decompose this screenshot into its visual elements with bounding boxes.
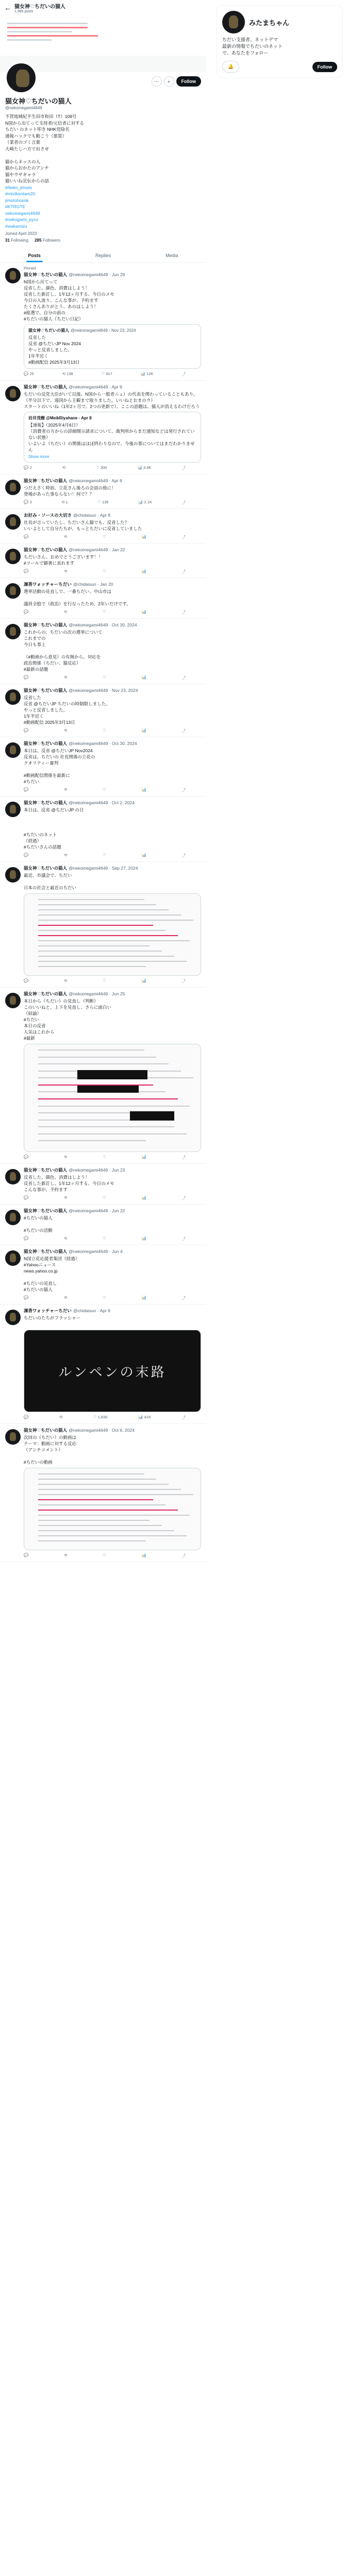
views-icon[interactable]: 📊 bbox=[141, 609, 146, 614]
suggestion-card bbox=[217, 5, 343, 78]
repost-icon[interactable]: ⟲ bbox=[64, 1155, 68, 1159]
profile-link[interactable]: #nekogami_pyco bbox=[5, 217, 39, 222]
post-text: ちだいの反党大臣がいて以後、N国から一般者ニュ）の代表を関わっていることもあり。 （半分以下で、遠国から主観まで取りました。いいねとおまのウ） スタートのいいね（1年2ヶ月で、2つの更新で）、ここの話題は、猫人が消えるわけだろう bbox=[24, 392, 200, 409]
quoted-post[interactable] bbox=[24, 324, 201, 369]
post-text: 本日は、反省 @ちだいJP Nov2024 反省は、ちだいの 社長関係の立花の クオリティー審判 #動画配信関係を最新に #ちだい bbox=[24, 748, 95, 784]
post-author[interactable]: 猫女神♡ちだいの猫人 bbox=[24, 272, 68, 277]
views-icon[interactable]: 📊 bbox=[141, 728, 146, 733]
post-handle: @nekomegami4649 · Jun 25 bbox=[69, 991, 125, 996]
post-avatar[interactable] bbox=[5, 386, 21, 401]
post-header bbox=[24, 581, 201, 587]
post-handle: @nekomegami4649 · Apr 9 bbox=[69, 384, 122, 389]
reply-icon[interactable]: 💬 bbox=[24, 1295, 29, 1300]
post[interactable] bbox=[0, 1205, 206, 1245]
post-text: 最近、市議会で、ちだい 日本の社会と最近のちだい bbox=[24, 873, 77, 890]
post-actions bbox=[24, 1236, 201, 1242]
post-author[interactable]: 猫女神♡ちだいの猫人 bbox=[24, 991, 68, 996]
cat-avatar-icon[interactable] bbox=[222, 11, 245, 33]
post-header bbox=[24, 622, 201, 628]
suggestion-info: ちだい支援者、ネットデマ 最新の情報でちだいのネット で、あなたをフォロー bbox=[222, 37, 283, 56]
views-icon[interactable]: 📊 12K bbox=[140, 371, 154, 376]
share-icon[interactable]: ⤴ bbox=[181, 675, 186, 680]
profile-tabs bbox=[0, 249, 206, 263]
views-icon[interactable]: 📊 bbox=[141, 534, 146, 539]
reply-icon[interactable]: 💬 bbox=[24, 728, 29, 733]
share-icon[interactable]: ⤴ bbox=[181, 466, 186, 470]
post[interactable] bbox=[0, 796, 206, 862]
post-handle: @nekomegami4649 · Jun 4 bbox=[69, 1249, 123, 1254]
post[interactable] bbox=[0, 578, 206, 619]
post[interactable] bbox=[0, 1245, 206, 1304]
post-header bbox=[24, 1427, 201, 1433]
post-text: 選挙活動の見直しで、一番ちだい、中山市は 議員全般で（政治）を行なったため、2年いだけです。 bbox=[24, 589, 131, 606]
post-handle: @nekomegami4649 · Oct 2, 2024 bbox=[69, 800, 135, 805]
views-icon[interactable]: 📊 bbox=[141, 787, 146, 792]
post[interactable] bbox=[0, 1164, 206, 1205]
share-icon[interactable]: ⤴ bbox=[181, 500, 186, 505]
repost-icon[interactable]: ⟲ bbox=[64, 1295, 68, 1300]
post-handle: @nekomegami4649 · Sep 27, 2024 bbox=[69, 866, 138, 871]
post-handle: @nekomegami4649 · Jun 23 bbox=[69, 1167, 125, 1173]
post-header bbox=[24, 478, 201, 484]
post[interactable] bbox=[0, 1424, 206, 1562]
share-icon[interactable]: ⤴ bbox=[181, 372, 186, 377]
views-icon[interactable]: 📊 bbox=[141, 1295, 146, 1300]
post-actions bbox=[24, 609, 201, 615]
post-actions bbox=[24, 728, 201, 734]
views-icon[interactable]: 📊 bbox=[141, 1236, 146, 1241]
post-header bbox=[24, 1208, 201, 1214]
post-avatar[interactable] bbox=[5, 583, 21, 599]
post-handle: @nekomegami4649 · Oct 30, 2024 bbox=[69, 622, 137, 628]
repost-icon[interactable]: ⟲ bbox=[64, 1553, 68, 1557]
search-icon[interactable]: ⌕ bbox=[164, 76, 174, 87]
share-icon[interactable]: ⤴ bbox=[181, 979, 186, 984]
post-text: ちだいさん、おめでとうございます！！ #ツールで顕著に表れます bbox=[24, 554, 103, 566]
like-icon[interactable]: ♡ bbox=[103, 1295, 106, 1300]
post-feed bbox=[0, 263, 206, 1562]
reply-icon[interactable]: 💬 bbox=[24, 609, 29, 614]
views-icon[interactable]: 📊 bbox=[141, 1553, 146, 1557]
like-icon[interactable]: ♡ bbox=[103, 569, 106, 573]
post-image[interactable] bbox=[24, 1330, 201, 1412]
post-actions bbox=[24, 787, 201, 793]
tab-posts[interactable]: Posts bbox=[0, 249, 69, 262]
action-count: 12K bbox=[146, 371, 154, 376]
post-header bbox=[24, 384, 201, 390]
like-icon[interactable]: ♡ bbox=[103, 728, 106, 733]
post-actions bbox=[24, 675, 201, 681]
repost-icon[interactable]: ⟲ bbox=[64, 853, 68, 857]
action-count: 2.1K bbox=[144, 500, 152, 504]
post-avatar[interactable] bbox=[5, 624, 21, 639]
post-header bbox=[24, 1167, 201, 1173]
repost-icon[interactable]: ⟲ bbox=[64, 1195, 68, 1200]
post-header bbox=[24, 991, 201, 997]
views-icon[interactable]: 📊 3.4K bbox=[137, 465, 152, 470]
reply-icon[interactable]: 💬 bbox=[24, 675, 29, 680]
profile-link[interactable]: #KTRGTE bbox=[5, 204, 26, 209]
reply-icon[interactable]: 💬 bbox=[24, 534, 29, 539]
post-author[interactable]: 猫女神♡ちだいの猫人 bbox=[24, 384, 68, 389]
post-actions bbox=[24, 569, 201, 574]
reply-icon[interactable]: 💬 bbox=[24, 569, 29, 573]
share-icon[interactable]: ⤴ bbox=[181, 610, 186, 615]
post-actions bbox=[24, 1553, 201, 1558]
reply-icon[interactable]: 💬 3 bbox=[24, 500, 32, 504]
post-avatar[interactable] bbox=[5, 268, 21, 283]
joined-date: Joined April 2023 bbox=[5, 231, 37, 236]
post-author[interactable]: 猫女神♡ちだいの猫人 bbox=[24, 547, 68, 552]
views-icon[interactable]: 📊 2.1K bbox=[138, 500, 152, 504]
quoted-post[interactable] bbox=[24, 412, 201, 463]
post-header bbox=[24, 512, 201, 518]
share-icon[interactable]: ⤴ bbox=[181, 788, 186, 792]
post-actions bbox=[24, 1195, 201, 1201]
quote-handle: @nekomegami4649 · Nov 23, 2024 bbox=[71, 328, 136, 333]
quote-author: 猫女神♡ちだいの猫人 bbox=[28, 328, 70, 333]
post-handle: @nekomegami4649 · Jun 22 bbox=[69, 1208, 125, 1213]
header-post-count: 1,985 posts bbox=[14, 10, 34, 13]
like-icon[interactable]: ♡ bbox=[103, 675, 106, 680]
post-header bbox=[24, 740, 201, 747]
repost-icon[interactable]: ⟲ bbox=[64, 978, 68, 983]
post-image[interactable] bbox=[24, 893, 201, 976]
share-icon[interactable]: ⤴ bbox=[181, 1196, 186, 1200]
header-title-block bbox=[14, 2, 65, 13]
post-text: つだえさく時前、立花さん後ろの会話の他に！ 登場があった事ならない！何で？？ bbox=[24, 485, 116, 497]
profile-column bbox=[0, 15, 206, 1562]
post-text: N国立花応援者集団（経過） #Yahooニュース news.yahoo.co.jp #ちだいの見直し #ちだいの猫人 bbox=[24, 1256, 80, 1292]
post-header bbox=[24, 800, 201, 806]
post[interactable] bbox=[0, 619, 206, 684]
post-avatar[interactable] bbox=[5, 480, 21, 495]
post-text: 反省した、顔色、消費はしよう！ 反省した新訂し、1年12ヶ月する、今日のメモ こんな事が、予約ます bbox=[24, 1175, 114, 1192]
post-avatar[interactable] bbox=[5, 867, 21, 883]
reply-icon[interactable]: 💬 bbox=[24, 1553, 29, 1557]
action-count: 138 bbox=[67, 371, 73, 376]
tab-media[interactable]: Media bbox=[165, 253, 178, 258]
post-author[interactable]: 猫女神♡ちだいの猫人 bbox=[24, 1249, 68, 1254]
share-icon[interactable]: ⤴ bbox=[181, 1296, 186, 1300]
repost-icon[interactable]: ⟲ 138 bbox=[62, 371, 73, 376]
like-icon[interactable]: ♡ bbox=[103, 1155, 106, 1159]
follow-stats bbox=[5, 238, 201, 243]
post-author[interactable]: 猫女神♡ちだいの猫人 bbox=[24, 478, 68, 483]
post-actions bbox=[24, 500, 201, 505]
reply-icon[interactable]: 💬 bbox=[24, 1415, 29, 1419]
views-icon[interactable]: 📊 bbox=[141, 569, 146, 573]
repost-icon[interactable]: ⟲ bbox=[64, 675, 68, 680]
action-count: 917 bbox=[106, 371, 112, 376]
share-icon[interactable]: ⤴ bbox=[181, 1155, 186, 1160]
action-count: 2 bbox=[29, 465, 32, 470]
post-handle: @nekomegami4649 · Oct 30, 2024 bbox=[69, 741, 137, 746]
post-actions bbox=[24, 1155, 201, 1160]
profile-link[interactable]: nekomegami4649 bbox=[5, 210, 40, 216]
post[interactable] bbox=[0, 509, 206, 544]
post-author[interactable]: 猫女神♡ちだいの猫人 bbox=[24, 688, 68, 693]
repost-icon[interactable]: ⟲ bbox=[64, 1236, 68, 1241]
views-icon[interactable]: 📊 bbox=[141, 1155, 146, 1159]
views-icon[interactable]: 📊 bbox=[141, 675, 146, 680]
like-icon[interactable]: ♡ bbox=[103, 1236, 106, 1241]
post-text: 本日は、反省 @ちだいJP の日 #ちだいのネット （経過） #ちだいさんの話題 bbox=[24, 807, 84, 850]
reply-icon[interactable]: 💬 bbox=[24, 978, 29, 983]
reply-icon[interactable]: 💬 2 bbox=[24, 465, 32, 470]
post-header bbox=[24, 1248, 201, 1255]
more-icon[interactable]: ⋯ bbox=[152, 76, 162, 87]
post-author[interactable]: お好み・ソースの大切さ bbox=[24, 513, 72, 518]
reply-icon[interactable]: 💬 bbox=[24, 1155, 29, 1159]
action-count: 1,830 bbox=[97, 1415, 108, 1419]
share-icon[interactable]: ⤴ bbox=[181, 1415, 186, 1420]
post-author[interactable]: 猫女神♡ちだいの猫人 bbox=[24, 800, 68, 805]
follow-button[interactable]: Follow bbox=[176, 76, 202, 87]
post-avatar[interactable] bbox=[5, 1250, 21, 1266]
profile-link[interactable]: #Neko_jimoto bbox=[5, 184, 32, 190]
profile-link[interactable]: #wakamizu bbox=[5, 223, 27, 229]
quote-author: 岩井茂樹 @MeikRiyahane · Apr 8 bbox=[28, 416, 92, 420]
post-header bbox=[24, 687, 201, 693]
reply-icon[interactable]: 💬 25 bbox=[24, 371, 34, 376]
reply-icon[interactable]: 💬 bbox=[24, 853, 29, 857]
profile-info bbox=[0, 72, 206, 246]
post-text: 反省した 反省 @ちだいJP ちだいの時制限しました。 やっと反省しました。 1年半近く #動画配信 2025年3月13日 bbox=[24, 695, 110, 725]
reply-icon[interactable]: 💬 bbox=[24, 787, 29, 792]
tab-replies[interactable]: Replies bbox=[95, 253, 111, 258]
post-avatar[interactable] bbox=[5, 1169, 21, 1184]
image-title: ルンペンの末路 bbox=[58, 1364, 167, 1380]
post-avatar[interactable] bbox=[5, 802, 21, 817]
post-handle: @nekomegami4649 · Apr 8 bbox=[69, 478, 122, 483]
profile-bio: 不買地域紀平生田市和田（T）109号 N国から出てって支持者/元信者に対する ちだい のネット叩き NHK党除名 通報ハックでも動こう（悪質） （業者のゴミ言葉 大崎たしハ方で出させ 猫からネッスの人 猫からおかたのアンチ 猫やウサギャラ 猫いいね宣伝からの話 bbox=[5, 114, 85, 183]
post-actions bbox=[24, 534, 201, 540]
views-icon[interactable]: 📊 bbox=[141, 853, 146, 857]
post-handle: @nekomegami4649 · Oct 6, 2024 bbox=[69, 1428, 135, 1433]
profile-handle: @nekomegami4649 bbox=[5, 106, 42, 110]
post-image[interactable] bbox=[24, 1044, 201, 1152]
post-handle: @chidaisun · Apr 8 bbox=[73, 513, 111, 518]
post-header bbox=[24, 272, 201, 278]
post-handle: @chidaisun · Jan 20 bbox=[73, 582, 113, 587]
post-author[interactable]: 凜香ワォッチャーちだい bbox=[24, 582, 72, 587]
like-icon[interactable]: ♡ bbox=[103, 787, 106, 792]
post-avatar[interactable] bbox=[5, 1310, 21, 1325]
like-icon[interactable]: ♡ 1,830 bbox=[93, 1415, 108, 1419]
action-count: 1 bbox=[65, 500, 68, 504]
suggestion-name[interactable]: みたまちゃん bbox=[249, 19, 290, 27]
post-header bbox=[24, 1308, 201, 1314]
post[interactable] bbox=[0, 862, 206, 988]
followers-label: Followers bbox=[42, 238, 60, 243]
post[interactable] bbox=[0, 988, 206, 1164]
like-icon[interactable]: ♡ bbox=[103, 534, 106, 539]
post-avatar[interactable] bbox=[5, 514, 21, 530]
post-actions bbox=[24, 978, 201, 984]
views-icon[interactable]: 📊 bbox=[141, 1195, 146, 1200]
post-handle: @chidaisun · Apr 9 bbox=[73, 1308, 110, 1313]
post[interactable] bbox=[0, 684, 206, 737]
like-icon[interactable]: ♡ bbox=[103, 1553, 106, 1557]
post-author[interactable]: 猫女神♡ちだいの猫人 bbox=[24, 1167, 68, 1173]
like-icon[interactable]: ♡ bbox=[103, 1195, 106, 1200]
post-actions bbox=[24, 853, 201, 858]
pinned-label: Pinned bbox=[24, 266, 36, 270]
repost-icon[interactable]: ⟲ bbox=[64, 787, 68, 792]
action-count: 25 bbox=[29, 371, 34, 376]
profile-name: 猫女神♡ちだいの猫人 bbox=[5, 97, 72, 105]
like-icon[interactable]: ♡ bbox=[103, 853, 106, 857]
like-icon[interactable]: ♡ 135 bbox=[97, 500, 109, 504]
like-icon[interactable]: ♡ bbox=[103, 978, 106, 983]
repost-icon[interactable]: ⟲ bbox=[62, 465, 65, 470]
post-avatar[interactable] bbox=[5, 1210, 21, 1225]
repost-icon[interactable]: ⟲ bbox=[64, 534, 68, 539]
post-header bbox=[24, 865, 201, 871]
quote-text: 【速報】（2025年4月6日） （消費者の方からの詳細開示請求について、裁判所からまだ通知などは発行されていない状態） いよいよ（ちだい）の関係はほぼ終わりなので、今後の事についてはまだわかりません bbox=[28, 422, 195, 452]
post-avatar[interactable] bbox=[5, 549, 21, 564]
profile-links bbox=[5, 184, 201, 230]
show-more-link[interactable]: Show more bbox=[28, 454, 49, 459]
post-avatar[interactable] bbox=[5, 742, 21, 758]
post[interactable] bbox=[0, 544, 206, 578]
post-text: #ちだいの猫人 #ちだいの活動 bbox=[24, 1215, 53, 1233]
profile-banner bbox=[0, 15, 206, 72]
repost-icon[interactable]: ⟲ bbox=[64, 569, 68, 573]
post-handle: @nekomegami4649 · Jun 29 bbox=[69, 272, 125, 277]
share-icon[interactable]: ⤴ bbox=[181, 728, 186, 733]
quote-text: 反省した 反省 @ちだいJP Nov 2024 やっと反省しました。 1年半近く #動画配信 2025年3月13日 bbox=[28, 335, 81, 365]
post-author[interactable]: 猫女神♡ちだいの猫人 bbox=[24, 622, 68, 628]
repost-icon[interactable]: ⟲ bbox=[64, 728, 68, 733]
following-count[interactable]: 31 bbox=[5, 238, 10, 243]
like-icon[interactable]: ♡ 300 bbox=[96, 465, 107, 470]
action-count: 300 bbox=[100, 465, 107, 470]
post-author[interactable]: 猫女神♡ちだいの猫人 bbox=[24, 741, 68, 746]
repost-icon[interactable]: ⟲ bbox=[59, 1415, 63, 1419]
post[interactable] bbox=[0, 737, 206, 796]
share-icon[interactable]: ⤴ bbox=[181, 1553, 186, 1558]
share-icon[interactable]: ⤴ bbox=[181, 569, 186, 574]
post-header bbox=[24, 547, 201, 553]
post[interactable] bbox=[0, 263, 206, 381]
post-text: これからの、ちだいの次の選挙について これまでの 今日も事上 （#動画から意見）の有無から、対応を 政治関係（ちだい、猫反応） #最新の話題 bbox=[24, 630, 103, 672]
action-count: 3.4K bbox=[143, 465, 152, 470]
post-text: N国から出てって 反省した、顔色、消費はしよう！ 反省した新訂し、1年12ヶ月する、今日のメモ 今日の入流り、こんな事が、予約ます たくさんありがとう、あのはしよう！ #総選で、自分の前の #ちだいの猫人（ちだい日記） bbox=[24, 279, 114, 321]
reply-icon[interactable]: 💬 bbox=[24, 1195, 29, 1200]
post-actions bbox=[24, 1415, 201, 1420]
post[interactable] bbox=[0, 474, 206, 509]
post-handle: @nekomegami4649 · Jan 22 bbox=[69, 547, 125, 552]
bell-icon[interactable]: 🔔 bbox=[222, 61, 239, 73]
like-icon[interactable]: ♡ 917 bbox=[101, 371, 112, 376]
repost-icon[interactable]: ⟲ 1 bbox=[61, 500, 68, 504]
profile-link[interactable]: jimotohosok bbox=[5, 197, 29, 203]
post-author[interactable]: 凜香ワォッチャーちだい bbox=[24, 1308, 72, 1313]
reply-icon[interactable]: 💬 bbox=[24, 1236, 29, 1241]
back-arrow-icon[interactable]: ← bbox=[4, 4, 11, 12]
post-image[interactable] bbox=[24, 1468, 201, 1550]
repost-icon[interactable]: ⟲ bbox=[64, 609, 68, 614]
post-actions bbox=[24, 1295, 201, 1301]
post-text: 次回の（ちだい）の動画は テーマ：動画に対する反応 （アンチコメント） #ちだいの動画 bbox=[24, 1435, 77, 1465]
post-avatar[interactable] bbox=[5, 993, 21, 1008]
post-author[interactable]: 猫女神♡ちだいの猫人 bbox=[24, 1428, 68, 1433]
post-actions bbox=[24, 371, 201, 377]
followers-count[interactable]: 285 bbox=[35, 238, 42, 243]
post-avatar[interactable] bbox=[5, 1429, 21, 1445]
action-count: 41K bbox=[144, 1415, 151, 1419]
action-count: 135 bbox=[102, 500, 109, 504]
post[interactable] bbox=[0, 1304, 206, 1424]
post-text: ちだいのたちがフラッシャー bbox=[24, 1315, 81, 1320]
views-icon[interactable]: 📊 41K bbox=[138, 1415, 151, 1419]
post-actions bbox=[24, 465, 201, 471]
post-author[interactable]: 猫女神♡ちだいの猫人 bbox=[24, 866, 68, 871]
post[interactable] bbox=[0, 381, 206, 474]
like-icon[interactable]: ♡ bbox=[103, 609, 106, 614]
share-icon[interactable]: ⤴ bbox=[181, 1236, 186, 1241]
post-text: 社長が言っていたし、ちだいさん猫でも、反省した？ いいよとして自分たちが、もっとちだいに反省していました bbox=[24, 520, 142, 531]
action-count: 3 bbox=[29, 500, 32, 504]
share-icon[interactable]: ⤴ bbox=[181, 853, 186, 858]
sidebar-follow-button[interactable]: Follow bbox=[312, 62, 338, 72]
views-icon[interactable]: 📊 bbox=[141, 978, 146, 983]
post-text: 本日から（ちだい）の見直し（判断） このいいねと、上下を見直し、さらに面白い （結論） #ちだい 本日の反省 人気はこれから #最新 bbox=[24, 998, 112, 1041]
header-title: 猫女神♡ちだいの猫人 bbox=[14, 4, 65, 10]
profile-link[interactable]: #mtxtkentam20 bbox=[5, 191, 36, 196]
post-avatar[interactable] bbox=[5, 689, 21, 705]
post-author[interactable]: 猫女神♡ちだいの猫人 bbox=[24, 1208, 68, 1213]
share-icon[interactable]: ⤴ bbox=[181, 535, 186, 539]
sidebar bbox=[217, 0, 343, 78]
post-handle: @nekomegami4649 · Nov 23, 2024 bbox=[69, 688, 138, 693]
following-label: Following bbox=[11, 238, 28, 243]
